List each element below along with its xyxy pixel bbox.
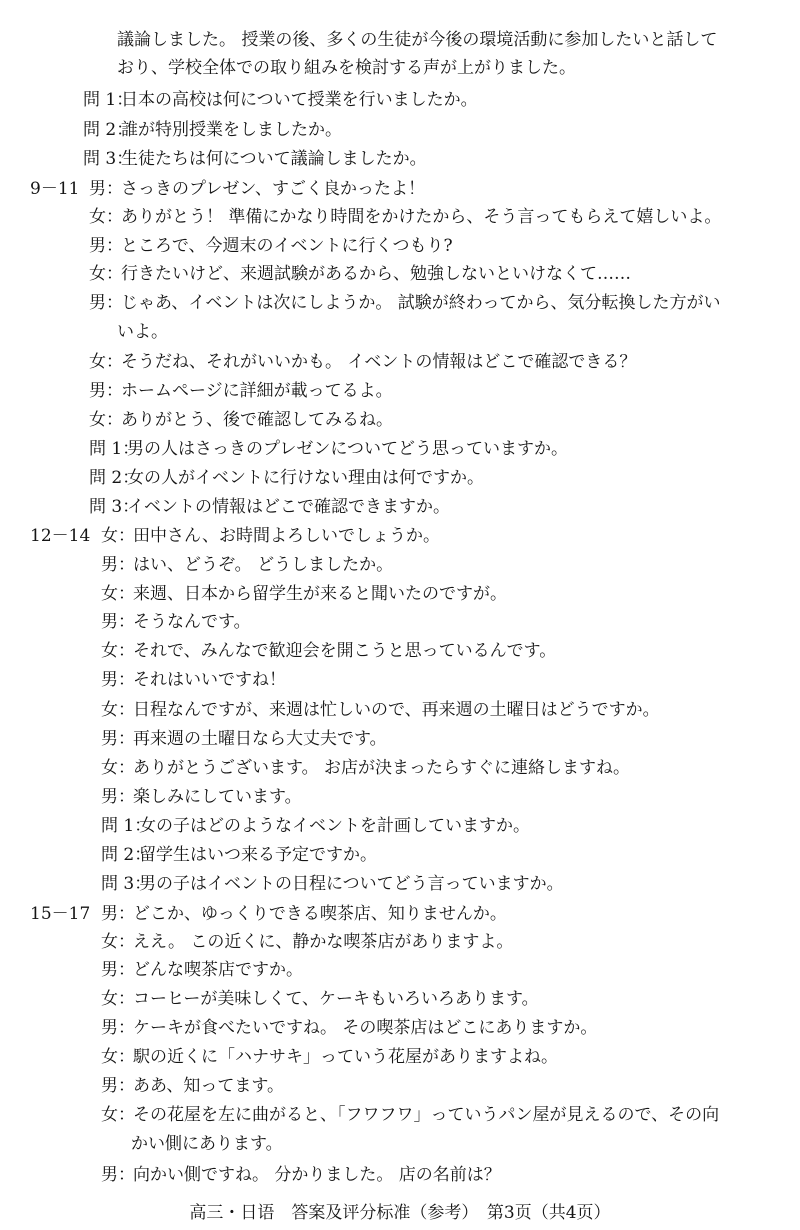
line-text: 男の人はさっきのプレゼンについてどう思っていますか。 bbox=[127, 439, 568, 459]
dialogue-number: 12－14 bbox=[30, 526, 91, 546]
line-text: ありがとうございます。 お店が決まったらすぐに連絡しますね。 bbox=[133, 758, 631, 778]
line-text: 生徒たちは何について議論しましたか。 bbox=[121, 149, 427, 169]
speaker-label: 女： bbox=[89, 264, 123, 284]
speaker-label: 男： bbox=[101, 1165, 135, 1185]
text-line bbox=[101, 845, 377, 865]
dialogue-number: 9－11 bbox=[30, 179, 80, 199]
speaker-label: 女： bbox=[101, 932, 135, 952]
line-text: 女の子はどのようなイベントを計画していますか。 bbox=[139, 816, 530, 836]
speaker-label: 問 3： bbox=[101, 874, 152, 894]
speaker-label: 女： bbox=[101, 1047, 135, 1067]
line-text: ケーキが食べたいですね。 その喫茶店はどこにありますか。 bbox=[133, 1018, 598, 1038]
line-text: 駅の近くに「ハナサキ」っていう花屋がありますよね。 bbox=[133, 1047, 558, 1067]
line-text: どんな喫茶店ですか。 bbox=[133, 960, 303, 980]
line-text: はい、どうぞ。 どうしましたか。 bbox=[133, 555, 394, 575]
line-text: それで、みんなで歓迎会を開こうと思っているんです。 bbox=[133, 641, 557, 661]
text-line bbox=[101, 1047, 558, 1067]
line-text: ありがとう！ 準備にかなり時間をかけたから、そう言ってもらえて嬉しいよ。 bbox=[121, 207, 722, 227]
text-line bbox=[101, 1105, 719, 1125]
speaker-label: 女： bbox=[101, 989, 135, 1009]
text-line bbox=[89, 497, 450, 517]
line-text: その花屋を左に曲がると、「フワフワ」っていうパン屋が見えるので、その向 bbox=[133, 1105, 720, 1125]
line-text: 留学生はいつ来る予定ですか。 bbox=[139, 845, 377, 865]
speaker-label: 男： bbox=[101, 904, 135, 924]
line-continuation: かい側にあります。 bbox=[131, 1134, 283, 1154]
speaker-label: 男： bbox=[101, 1076, 135, 1096]
text-line bbox=[101, 612, 251, 632]
line-text: ホームページに詳細が載ってるよ。 bbox=[121, 381, 393, 401]
speaker-label: 女： bbox=[101, 700, 135, 720]
speaker-label: 男： bbox=[89, 293, 123, 313]
text-line bbox=[101, 816, 530, 836]
line-text: それはいいですね！ bbox=[133, 670, 286, 690]
speaker-label: 男： bbox=[101, 612, 135, 632]
text-line bbox=[89, 381, 393, 401]
text-line bbox=[101, 526, 440, 546]
line-text: 誰が特別授業をしましたか。 bbox=[121, 120, 342, 140]
speaker-label: 問 1： bbox=[101, 816, 152, 836]
speaker-label: 男： bbox=[89, 236, 123, 256]
paragraph-line: 議論しました。 授業の後、多くの生徒が今後の環境活動に参加したいと話して bbox=[117, 30, 718, 50]
line-text: 向かい側ですね。 分かりました。 店の名前は？ bbox=[133, 1165, 501, 1185]
text-line bbox=[101, 932, 513, 952]
speaker-label: 問 1： bbox=[89, 439, 140, 459]
line-continuation: いよ。 bbox=[117, 322, 168, 342]
line-text: ところで、今週末のイベントに行くつもり? bbox=[121, 236, 453, 256]
speaker-label: 男： bbox=[101, 670, 135, 690]
line-text: 行きたいけど、来週試験があるから、勉強しないといけなくて…… bbox=[121, 264, 631, 284]
speaker-label: 女： bbox=[101, 641, 135, 661]
text-line bbox=[101, 758, 630, 778]
text-line bbox=[89, 468, 484, 488]
text-line bbox=[101, 555, 393, 575]
speaker-label: 問 1： bbox=[83, 90, 134, 110]
speaker-label: 女： bbox=[89, 410, 123, 430]
text-line bbox=[89, 352, 636, 372]
text-line bbox=[83, 120, 342, 140]
line-text: 男の子はイベントの日程についてどう言っていますか。 bbox=[139, 874, 564, 894]
text-line bbox=[101, 787, 302, 807]
text-line bbox=[89, 293, 721, 313]
text-line bbox=[83, 149, 427, 169]
speaker-label: 女： bbox=[89, 207, 123, 227]
speaker-label: 問 3： bbox=[83, 149, 134, 169]
line-text: 田中さん、お時間よろしいでしょうか。 bbox=[133, 526, 441, 546]
line-text: ありがとう、後で確認してみるね。 bbox=[121, 410, 393, 430]
line-text: 女の人がイベントに行けない理由は何ですか。 bbox=[127, 468, 484, 488]
speaker-label: 問 2： bbox=[101, 845, 152, 865]
speaker-label: 女： bbox=[101, 1105, 135, 1125]
line-text: じゃあ、イベントは次にしようか。 試験が終わってから、気分転換した方がい bbox=[121, 293, 721, 313]
line-text: 日本の高校は何について授業を行いましたか。 bbox=[121, 90, 478, 110]
text-line bbox=[101, 670, 286, 690]
speaker-label: 男： bbox=[101, 1018, 135, 1038]
text-line bbox=[89, 207, 721, 227]
text-line bbox=[89, 236, 453, 256]
line-text: イベントの情報はどこで確認できますか。 bbox=[127, 497, 450, 517]
speaker-label: 女： bbox=[101, 526, 135, 546]
speaker-label: 男： bbox=[89, 179, 123, 199]
paragraph-line: おり、学校全体での取り組みを検討する声が上がりました。 bbox=[117, 58, 576, 78]
speaker-label: 男： bbox=[89, 381, 123, 401]
line-text: ああ、知ってます。 bbox=[133, 1076, 284, 1096]
text-line bbox=[89, 179, 425, 199]
text-line bbox=[101, 729, 387, 749]
text-line bbox=[89, 439, 568, 459]
text-line bbox=[101, 989, 539, 1009]
line-text: ええ。 この近くに、静かな喫茶店がありますよ。 bbox=[133, 932, 514, 952]
line-text: そうなんです。 bbox=[133, 612, 251, 632]
dialogue-number: 15－17 bbox=[30, 904, 91, 924]
line-text: どこか、ゆっくりできる喫茶店、知りませんか。 bbox=[133, 904, 507, 924]
line-text: 日程なんですが、来週は忙しいので、再来週の土曜日はどうですか。 bbox=[133, 700, 660, 720]
speaker-label: 男： bbox=[101, 787, 135, 807]
text-line bbox=[101, 641, 556, 661]
text-line bbox=[101, 584, 507, 604]
line-text: 楽しみにしています。 bbox=[133, 787, 302, 807]
line-text: 来週、日本から留学生が来ると聞いたのですが。 bbox=[133, 584, 507, 604]
speaker-label: 女： bbox=[101, 584, 135, 604]
text-line bbox=[101, 1165, 501, 1185]
line-text: さっきのプレゼン、すごく良かったよ！ bbox=[121, 179, 425, 199]
line-text: 再来週の土曜日なら大丈夫です。 bbox=[133, 729, 387, 749]
text-line bbox=[101, 1076, 284, 1096]
text-line bbox=[101, 960, 303, 980]
text-line bbox=[89, 410, 393, 430]
speaker-label: 男： bbox=[101, 555, 135, 575]
text-line bbox=[89, 264, 631, 284]
speaker-label: 女： bbox=[89, 352, 123, 372]
text-line bbox=[101, 904, 507, 924]
line-text: コーヒーが美味しくて、ケーキもいろいろあります。 bbox=[133, 989, 539, 1009]
speaker-label: 男： bbox=[101, 960, 135, 980]
text-line bbox=[101, 874, 564, 894]
speaker-label: 男： bbox=[101, 729, 135, 749]
page-footer: 高三・日语 答案及评分标准（参考） 第3页（共4页） bbox=[189, 1203, 611, 1223]
text-line bbox=[101, 1018, 597, 1038]
speaker-label: 問 3： bbox=[89, 497, 140, 517]
text-line bbox=[83, 90, 478, 110]
line-text: そうだね、それがいいかも。 イベントの情報はどこで確認できる？ bbox=[121, 352, 637, 372]
speaker-label: 問 2： bbox=[83, 120, 134, 140]
text-line bbox=[101, 700, 660, 720]
speaker-label: 女： bbox=[101, 758, 135, 778]
speaker-label: 問 2： bbox=[89, 468, 140, 488]
